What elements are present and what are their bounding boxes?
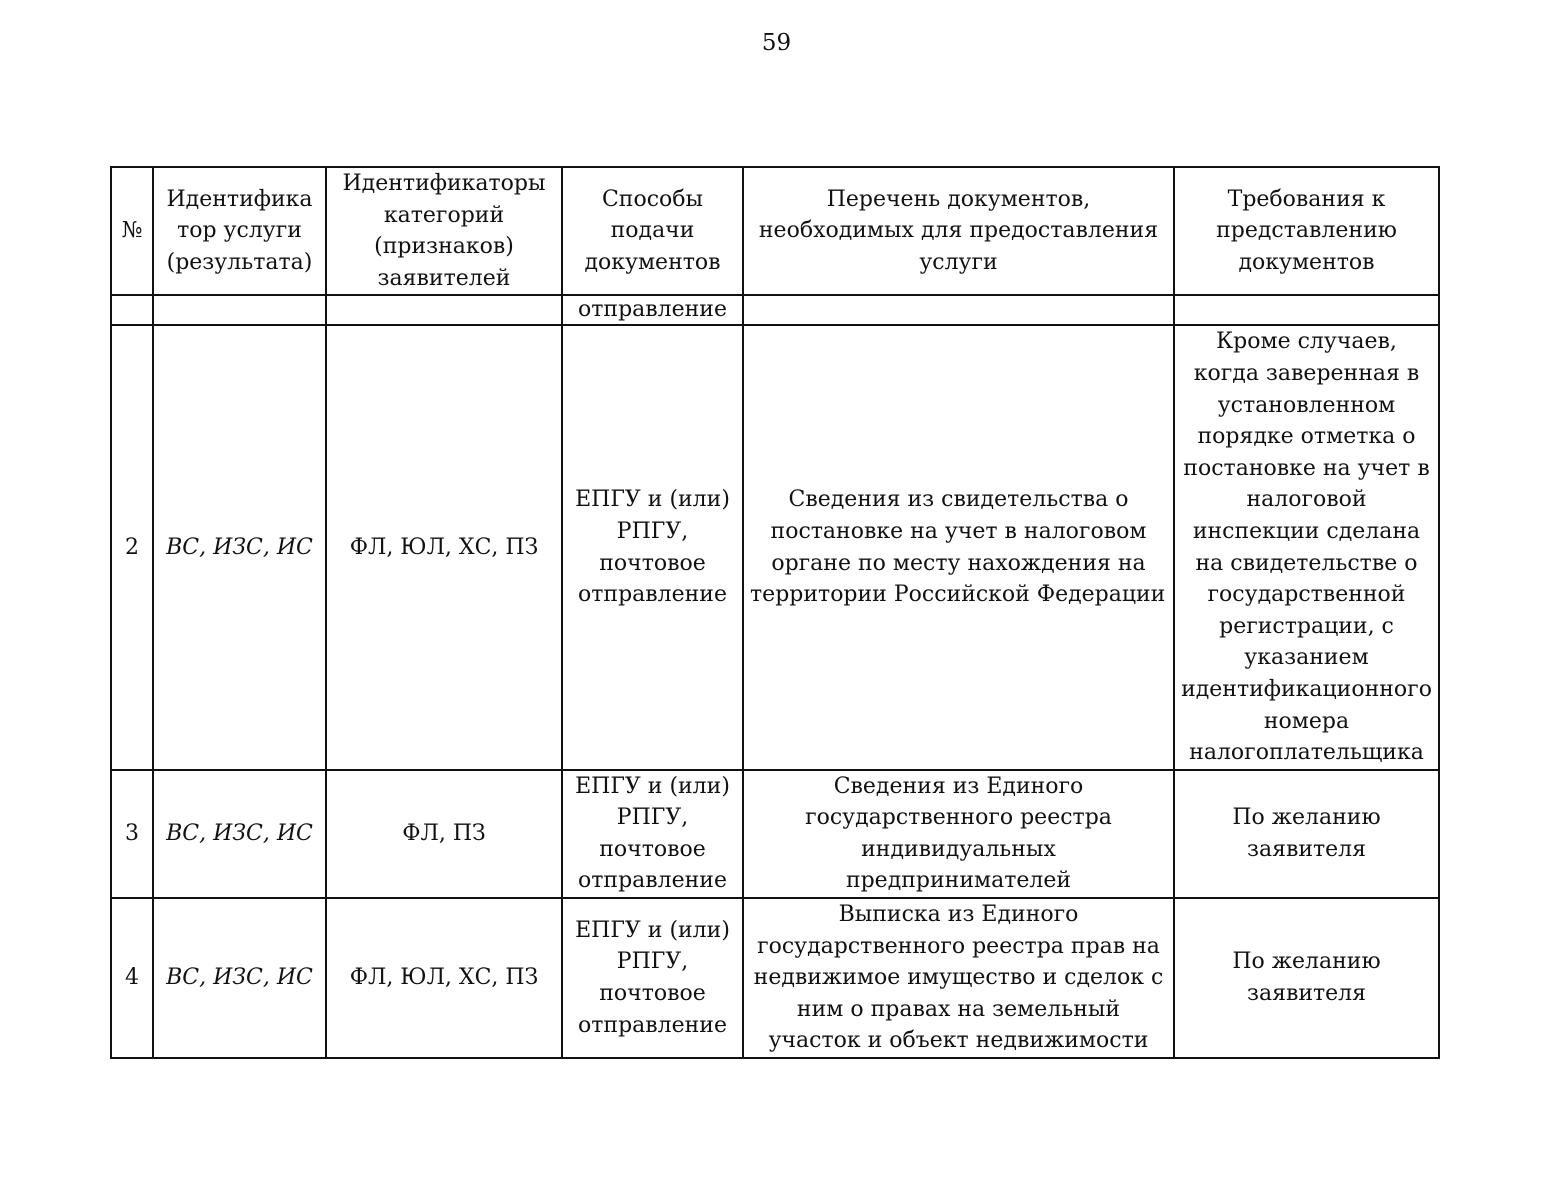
cell-submission-methods: ЕПГУ и (или) РПГУ, почтовое отправление <box>562 325 743 769</box>
header-applicant-categories: Идентификаторы категорий (признаков) заявителей <box>326 167 562 295</box>
header-row <box>111 167 1439 295</box>
cell-documents: Выписка из Единого государственного реестра прав на недвижимое имущество и сделок с ним о правах на земельный участок и объект недвижимости <box>743 898 1174 1058</box>
documents-table <box>110 166 1440 1059</box>
cell-service-id: ВС, ИЗС, ИС <box>153 325 326 769</box>
table-row <box>111 770 1439 898</box>
table-cell <box>111 295 153 325</box>
table-row-continuation <box>111 295 1439 325</box>
cell-requirements: По желанию заявителя <box>1174 770 1439 898</box>
table-row <box>111 898 1439 1058</box>
header-requirements: Требования к представлению документов <box>1174 167 1439 295</box>
cell-num: 3 <box>111 770 153 898</box>
cell-requirements: Кроме случаев, когда заверенная в установленном порядке отметка о постановке на учет в налоговой инспекции сделана на свидетельстве о государственной регистрации, с указанием идентификационного номера налогоплательщика <box>1174 325 1439 769</box>
cell-documents: Сведения из Единого государственного реестра индивидуальных предпринимателей <box>743 770 1174 898</box>
header-submission-methods: Способы подачи документов <box>562 167 743 295</box>
cell-documents: Сведения из свидетельства о постановке на учет в налоговом органе по месту нахождения на территории Российской Федерации <box>743 325 1174 769</box>
cell-submission-methods: ЕПГУ и (или) РПГУ, почтовое отправление <box>562 898 743 1058</box>
cell-applicant-categories: ФЛ, ПЗ <box>326 770 562 898</box>
cell-applicant-categories: ФЛ, ЮЛ, ХС, ПЗ <box>326 898 562 1058</box>
header-documents: Перечень документов, необходимых для предоставления услуги <box>743 167 1174 295</box>
cell-applicant-categories: ФЛ, ЮЛ, ХС, ПЗ <box>326 325 562 769</box>
cell-service-id: ВС, ИЗС, ИС <box>153 898 326 1058</box>
cell-submission-methods: ЕПГУ и (или) РПГУ, почтовое отправление <box>562 770 743 898</box>
table-body <box>111 295 1439 1058</box>
cell-service-id: ВС, ИЗС, ИС <box>153 770 326 898</box>
cell-num: 2 <box>111 325 153 769</box>
cell-submission-methods: отправление <box>562 295 743 325</box>
table-cell <box>743 295 1174 325</box>
header-service-id: Идентифика тор услуги (результата) <box>153 167 326 295</box>
cell-requirements: По желанию заявителя <box>1174 898 1439 1058</box>
cell-num: 4 <box>111 898 153 1058</box>
table-cell <box>1174 295 1439 325</box>
table-row <box>111 325 1439 769</box>
page-number: 59 <box>761 30 792 56</box>
header-num: № <box>111 167 153 295</box>
table-cell <box>326 295 562 325</box>
table-header <box>111 167 1439 295</box>
table-cell <box>153 295 326 325</box>
